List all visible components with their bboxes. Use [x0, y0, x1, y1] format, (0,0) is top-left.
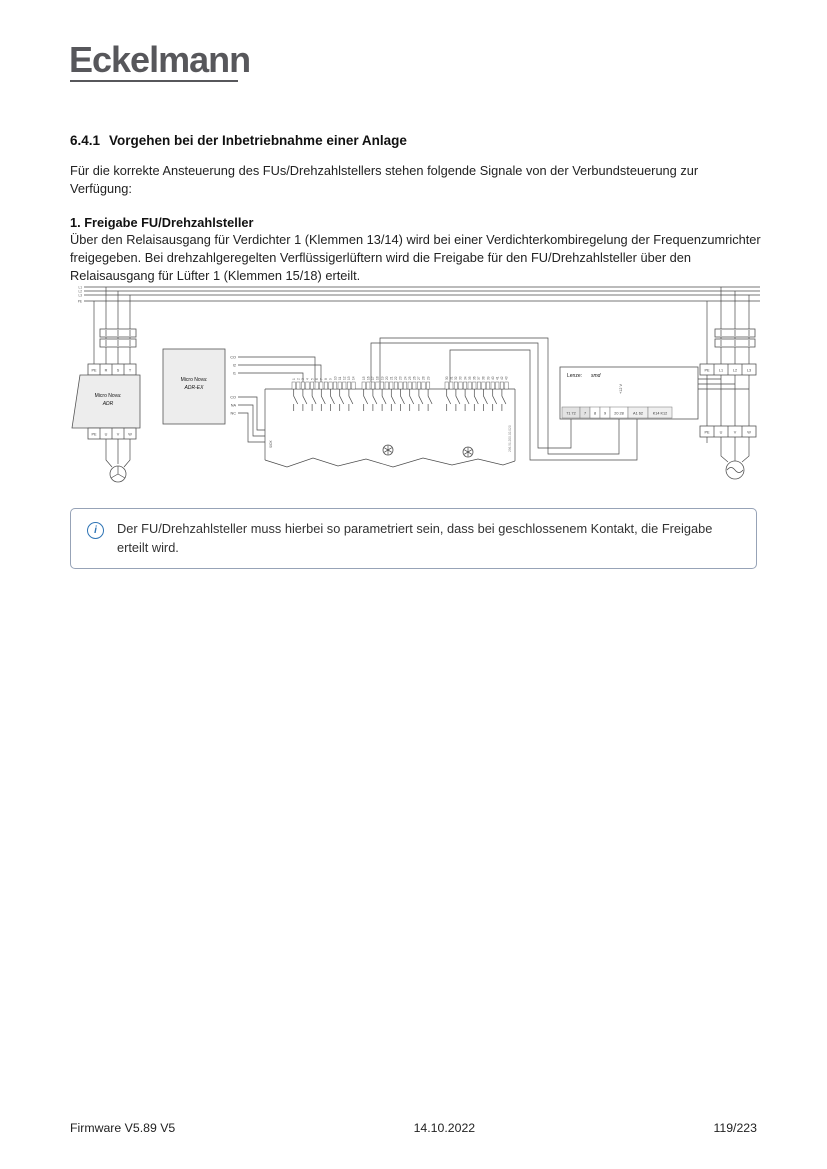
motor-icon [726, 461, 744, 479]
terminal-label-v: V [116, 432, 120, 437]
relay-contact [493, 389, 497, 411]
adr-device [72, 375, 140, 428]
terminal-number: 17 [371, 376, 376, 380]
terminal-number: 27 [417, 376, 422, 380]
relay-contact [331, 389, 335, 411]
terminal-cell [367, 382, 370, 389]
terminal-label-w: W [128, 432, 132, 437]
terminal-label-pe: PE [91, 368, 97, 373]
terminal-label-u: U [719, 430, 723, 435]
terminal-cell [376, 382, 379, 389]
lenze-cell-7172: 71 72 [566, 411, 576, 416]
bus-label-l2: L2 [78, 289, 82, 294]
terminal-number: 41 [495, 376, 500, 380]
terminal-cell [486, 382, 489, 389]
terminal-number: 14 [351, 376, 356, 380]
motor-symbol-1 [383, 445, 393, 455]
section-title: Vorgehen bei der Inbetriebnahme einer Anlage [109, 133, 407, 148]
fan-icon [110, 466, 126, 482]
relay-contact [373, 389, 377, 411]
terminal-label-pe: PE [704, 368, 710, 373]
mains-bus [84, 287, 760, 301]
terminal-cell [450, 382, 453, 389]
terminal-number: 29 [426, 376, 431, 380]
lenze-12v-label: +12 V [619, 383, 623, 394]
adr-ex-terminal-co1: CO [230, 355, 236, 360]
adr-ex-terminal-na: NA [230, 403, 236, 408]
relay-contact [428, 389, 432, 411]
adr-top-terminal-row [88, 364, 136, 375]
note-text: Der FU/Drehzahlsteller muss hierbei so parametriert sein, dass bei geschlossenem Kontakt, die Freigabe erteilt wird. [117, 521, 713, 555]
adr-ex-terminal-nc: NC [230, 411, 236, 416]
terminal-number: 8 [324, 378, 329, 380]
terminal-groups [292, 376, 509, 411]
terminal-number: 36 [472, 376, 477, 380]
intro-paragraph: Für die korrekte Ansteuerung des FUs/Drehzahlstellers stehen folgende Signale von der Verbundsteuerung zur Verfügung: [70, 163, 699, 197]
terminal-cell [385, 382, 388, 389]
terminal-label-r: R [104, 368, 108, 373]
terminal-number: 40 [490, 376, 495, 380]
terminal-number: 2 [296, 378, 301, 380]
terminal-number: 19 [380, 376, 385, 380]
terminal-cell [422, 382, 425, 389]
terminal-number: 1 [291, 378, 296, 380]
terminal-cell [394, 382, 397, 389]
relay-contact [447, 389, 451, 411]
lenze-cell-a162: A1 62 [633, 411, 643, 416]
left-motor-wires [106, 439, 130, 467]
terminal-number: 42 [500, 376, 505, 380]
terminal-cell [496, 382, 499, 389]
terminal-number: 38 [481, 376, 486, 380]
relay-contact [349, 389, 353, 411]
terminal-cell [417, 382, 420, 389]
terminal-number: 28 [421, 376, 426, 380]
adr-ex-device [163, 349, 225, 424]
terminal-number: 11 [337, 376, 342, 380]
drawing-number: 296.51.200.02.020 [508, 425, 512, 452]
terminal-cell [371, 382, 374, 389]
terminal-cell [297, 382, 300, 389]
eckelmann-logo: Eckelmann [69, 39, 251, 80]
terminal-number: 9 [328, 378, 333, 380]
terminal-cell [473, 382, 476, 389]
terminal-cell [403, 382, 406, 389]
terminal-number: 34 [463, 376, 468, 380]
terminal-cell [338, 382, 341, 389]
terminal-number: 23 [398, 376, 403, 380]
bus-label-pe: PE [77, 299, 82, 304]
right-feed-wires [707, 287, 749, 364]
relay-contact [294, 389, 298, 411]
terminal-number: 25 [407, 376, 412, 380]
lenze-model: smd [591, 373, 601, 379]
terminal-cell [491, 382, 494, 389]
right-mid-wires [698, 375, 749, 426]
terminal-number: 37 [477, 376, 482, 380]
terminal-cell [390, 382, 393, 389]
controller-strip [265, 376, 515, 467]
terminal-number: 7 [319, 378, 324, 380]
terminal-label-w: W [747, 430, 751, 435]
adr-ex-terminal-co2: CO [230, 395, 236, 400]
terminal-cell [352, 382, 355, 389]
info-icon: i [87, 522, 104, 539]
relay-contact [312, 389, 316, 411]
terminal-number: 33 [458, 376, 463, 380]
terminal-number: 30 [444, 376, 449, 380]
terminal-number: 16 [366, 376, 371, 380]
terminal-number: 18 [375, 376, 380, 380]
terminal-cell [413, 382, 416, 389]
terminal-cell [333, 382, 336, 389]
wiring-diagram-svg [70, 280, 770, 495]
terminal-number: 4 [305, 378, 310, 380]
terminal-cell [306, 382, 309, 389]
terminal-cell [500, 382, 503, 389]
terminal-label-v: V [733, 430, 737, 435]
terminal-label-l3: L3 [746, 368, 752, 373]
relay-contact [364, 389, 368, 411]
adr-name-line2: ADR [102, 401, 114, 407]
adr-ex-name-line1: Micro Nova: [180, 377, 208, 383]
info-note [70, 508, 757, 569]
section-heading [70, 133, 407, 148]
terminal-cell [343, 382, 346, 389]
terminal-number: 3 [301, 378, 306, 380]
terminal-number: 32 [454, 376, 459, 380]
adr-ex-terminal-i1: I1 [232, 371, 236, 376]
terminal-number: 22 [394, 376, 399, 380]
relay-contact [321, 389, 325, 411]
terminal-number: 35 [467, 376, 472, 380]
footer-firmware-version: Firmware V5.89 V5 [70, 1121, 176, 1135]
terminal-cell [505, 382, 508, 389]
terminal-cell [399, 382, 402, 389]
adr-ex-terminal-i2: I2 [232, 363, 236, 368]
relay-contact [401, 389, 405, 411]
terminal-cell [362, 382, 365, 389]
adr-ex-terminal-labels [230, 355, 236, 415]
step1-body: Über den Relaisausgang für Verdichter 1 (Klemmen 13/14) wird bei einer Verdichterkombiregelung der Frequenzumrichter freigegeben. Bei drehzahlgeregelten Verflüssigerlüftern wird die Freigabe für den FU/Drehzahlsteller über den Relaisausgang für Lüfter 1 (Klemmen 15/18) erteilt. [70, 232, 761, 284]
relay-contact [465, 389, 469, 411]
terminal-cell [477, 382, 480, 389]
terminal-label-t: T [128, 368, 132, 373]
terminal-cell [380, 382, 383, 389]
terminal-cell [445, 382, 448, 389]
relay-contact [382, 389, 386, 411]
relay-contact [484, 389, 488, 411]
relay-contact [456, 389, 460, 411]
lenze-cell-8: 8 [593, 411, 597, 416]
step1-title: 1. Freigabe FU/Drehzahlsteller [70, 215, 254, 230]
terminal-cell [459, 382, 462, 389]
terminal-number: 20 [384, 376, 389, 380]
terminal-cell [315, 382, 318, 389]
terminal-number: 10 [333, 376, 338, 380]
logo-underline [70, 80, 238, 82]
terminal-cell [454, 382, 457, 389]
terminal-cell [482, 382, 485, 389]
siox-label: SIOX [269, 440, 273, 448]
motor-symbol-2 [463, 447, 473, 457]
bus-label-l3: L3 [78, 293, 82, 298]
page-footer [70, 1121, 757, 1135]
terminal-cell [468, 382, 471, 389]
terminal-cell [408, 382, 411, 389]
terminal-cell [320, 382, 323, 389]
terminal-number: 6 [314, 378, 319, 380]
lenze-cell-7: 7 [583, 411, 587, 416]
terminal-label-u: U [104, 432, 108, 437]
relay-contact [419, 389, 423, 411]
wiring-diagram [70, 280, 770, 495]
terminal-number: 5 [310, 378, 315, 380]
terminal-number: 21 [389, 376, 394, 380]
right-bottom-terminal-row [700, 426, 756, 437]
adr-bottom-terminal-row [88, 428, 136, 439]
relay-contact [303, 389, 307, 411]
bus-label-l1: L1 [78, 285, 82, 290]
terminal-label-pe: PE [91, 432, 97, 437]
adr-ex-name-line2: ADR-EX [184, 385, 204, 391]
adr-name-line1: Micro Nova: [94, 393, 122, 399]
left-feed-wires [94, 287, 130, 364]
terminal-number: 39 [486, 376, 491, 380]
terminal-cell [324, 382, 327, 389]
terminal-cell [426, 382, 429, 389]
right-motor-wires [707, 437, 749, 462]
terminal-number: 13 [347, 376, 352, 380]
terminal-cell [347, 382, 350, 389]
section-number: 6.4.1 [70, 133, 101, 148]
lenze-cell-9: 9 [603, 411, 607, 416]
terminal-number: 12 [342, 376, 347, 380]
terminal-number: 24 [403, 376, 408, 380]
lenze-terminal-row [562, 407, 672, 418]
terminal-number: 43 [504, 376, 509, 380]
right-top-terminal-row [700, 364, 756, 375]
terminal-number: 31 [449, 376, 454, 380]
relay-contact [474, 389, 478, 411]
terminal-label-l1: L1 [718, 368, 724, 373]
terminal-label-pe: PE [704, 430, 710, 435]
terminal-cell [463, 382, 466, 389]
terminal-cell [329, 382, 332, 389]
relay-contact [502, 389, 506, 411]
relay-contact [391, 389, 395, 411]
terminal-number: 15 [361, 376, 366, 380]
relay-contact [410, 389, 414, 411]
footer-page-number: 119/223 [713, 1121, 757, 1135]
lenze-cell-2028: 20 28 [614, 411, 624, 416]
footer-date: 14.10.2022 [413, 1121, 476, 1135]
terminal-cell [301, 382, 304, 389]
terminal-cell [310, 382, 313, 389]
lenze-name: Lenze: [567, 373, 583, 379]
lenze-cell-k14k12: K14 K12 [652, 411, 668, 416]
terminal-label-l2: L2 [732, 368, 738, 373]
terminal-label-s: S [116, 368, 120, 373]
relay-contact [340, 389, 344, 411]
terminal-cell [292, 382, 295, 389]
terminal-number: 26 [412, 376, 417, 380]
